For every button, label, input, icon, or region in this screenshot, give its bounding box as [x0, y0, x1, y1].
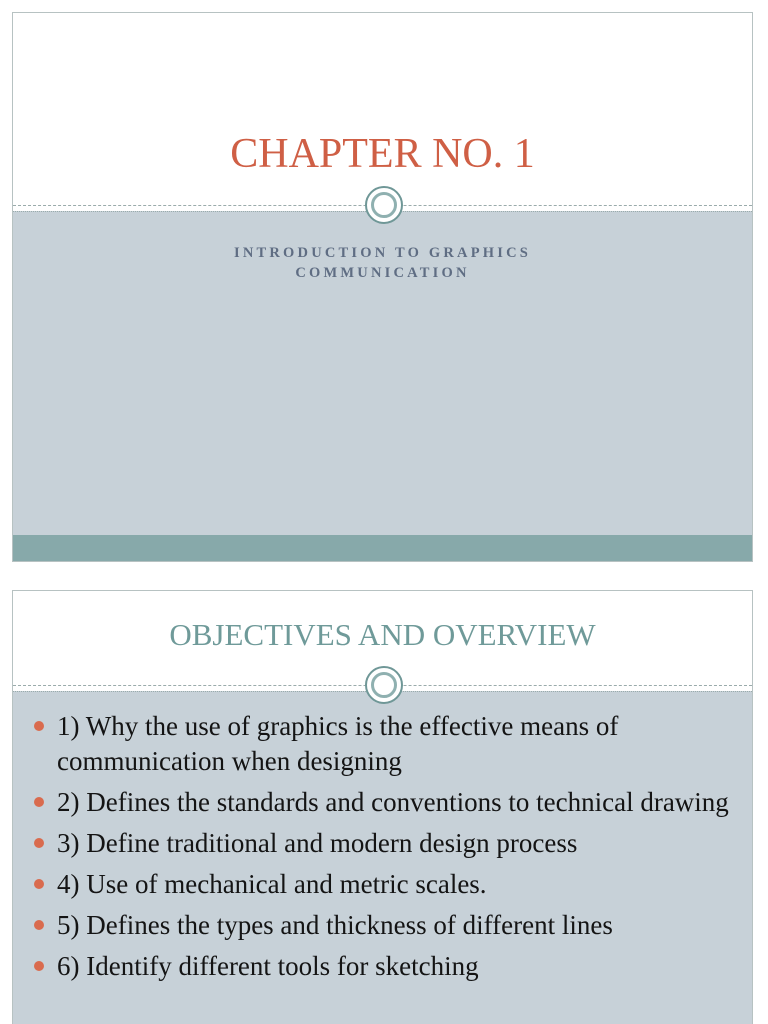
list-item-text: 4) Use of mechanical and metric scales. [57, 869, 487, 899]
title-slide-footer-bar [13, 535, 752, 561]
bullet-dot-icon [34, 879, 44, 889]
subtitle-line-2: COMMUNICATION [295, 265, 470, 281]
list-item-text: 1) Why the use of graphics is the effective means of communication when designing [57, 711, 619, 776]
objectives-slide [12, 590, 753, 1024]
ring-icon [365, 186, 403, 224]
chapter-title: CHAPTER NO. 1 [230, 131, 535, 177]
chapter-subtitle [13, 243, 752, 283]
title-slide [12, 12, 753, 562]
bullet-dot-icon [34, 797, 44, 807]
title-slide-header [13, 13, 752, 211]
list-item [33, 908, 743, 943]
list-item-text: 3) Define traditional and modern design process [57, 828, 578, 858]
subtitle-line-1: INTRODUCTION TO GRAPHICS [233, 245, 532, 261]
list-item [33, 826, 743, 861]
list-item-text: 5) Defines the types and thickness of different lines [57, 910, 613, 940]
list-item [33, 867, 743, 902]
bullet-dot-icon [34, 920, 44, 930]
bullet-dot-icon [34, 721, 44, 731]
objectives-list [33, 709, 743, 990]
objectives-heading: OBJECTIVES AND OVERVIEW [169, 617, 596, 652]
list-item-text: 2) Defines the standards and conventions to technical drawing [57, 787, 729, 817]
list-item-text: 6) Identify different tools for sketching [57, 951, 479, 981]
bullet-dot-icon [34, 838, 44, 848]
ring-icon [365, 666, 403, 704]
bullet-dot-icon [34, 961, 44, 971]
list-item [33, 785, 743, 820]
list-item [33, 949, 743, 984]
list-item [33, 709, 743, 779]
